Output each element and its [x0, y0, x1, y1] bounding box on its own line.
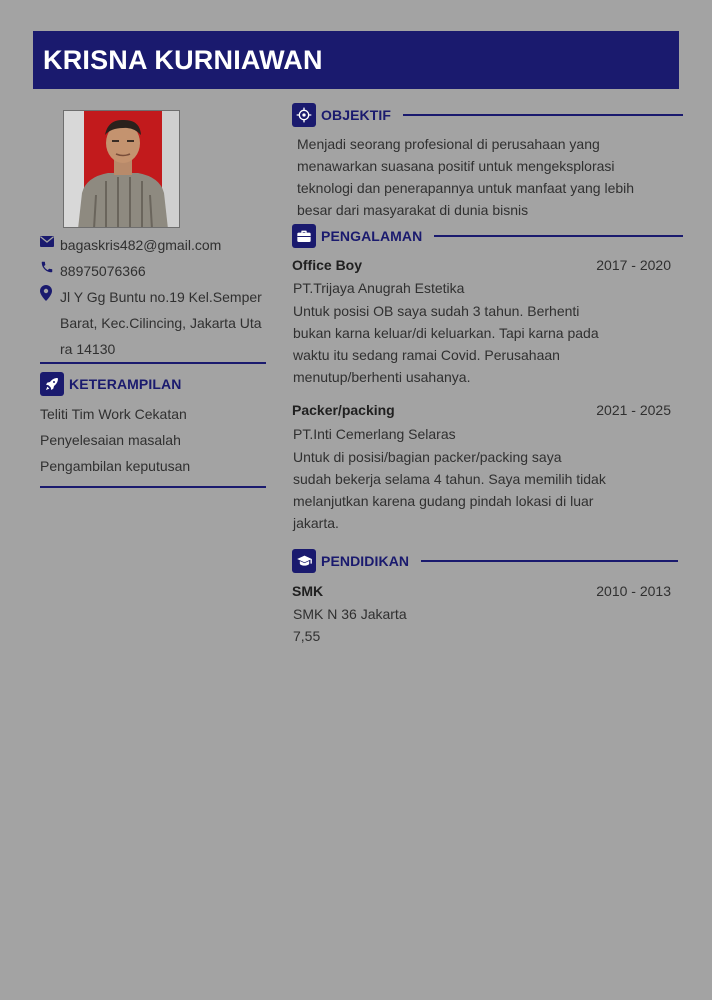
job-description	[293, 277, 599, 388]
objective-line: menawarkan suasana positif untuk mengeksplorasi	[297, 158, 615, 174]
skills-list	[40, 401, 190, 479]
job-position: Packer/packing	[292, 402, 395, 418]
section-rule	[434, 235, 683, 237]
person-name: KRISNA KURNIAWAN	[43, 44, 323, 75]
grade: 7,55	[293, 628, 321, 644]
divider	[40, 362, 266, 364]
education-title: PENDIDIKAN	[321, 553, 410, 569]
objective-heading	[292, 103, 683, 127]
skill-item: Pengambilan keputusan	[40, 458, 191, 474]
skill-item: Penyelesaian masalah	[40, 432, 181, 448]
divider	[40, 486, 266, 488]
section-rule	[403, 114, 683, 116]
address-text	[60, 284, 262, 362]
education-heading	[292, 549, 678, 573]
job-dates: 2017 - 2020	[596, 257, 671, 273]
skills-heading	[40, 372, 181, 396]
job-line: sudah bekerja selama 4 tahun. Saya memilih tidak	[293, 471, 606, 487]
contact-phone	[40, 258, 146, 284]
job-line: waktu itu sedang ramai Covid. Perusahaan	[293, 347, 560, 363]
job-line: menutup/berhenti usahanya.	[293, 369, 471, 385]
job-line: jakarta.	[293, 515, 339, 531]
objective-text	[297, 133, 634, 221]
job-description	[293, 423, 606, 534]
profile-photo-image	[64, 111, 180, 228]
objective-title: OBJEKTIF	[321, 107, 392, 123]
map-pin-icon	[40, 284, 60, 302]
section-rule	[421, 560, 678, 562]
rocket-icon	[40, 372, 64, 396]
phone-text: 88975076366	[60, 263, 146, 279]
objective-line: besar dari masyarakat di dunia bisnis	[297, 202, 529, 218]
job-line: melanjutkan karena gudang pindah lokasi di luar	[293, 493, 594, 509]
job-company: PT.Trijaya Anugrah Estetika	[293, 280, 465, 296]
experience-title: PENGALAMAN	[321, 228, 423, 244]
job-company: PT.Inti Cemerlang Selaras	[293, 426, 456, 442]
education-level: SMK	[292, 583, 324, 599]
graduation-cap-icon	[292, 549, 316, 573]
job-line: Untuk posisi OB saya sudah 3 tahun. Berhenti	[293, 303, 580, 319]
job-dates: 2021 - 2025	[596, 402, 671, 418]
contact-address	[40, 284, 262, 362]
objective-line: Menjadi seorang profesional di perusahaan yang	[297, 136, 600, 152]
address-line: ra 14130	[60, 341, 116, 357]
skill-item: Teliti Tim Work Cekatan	[40, 406, 187, 422]
job-position: Office Boy	[292, 257, 363, 273]
contact-email	[40, 232, 221, 258]
objective-line: teknologi dan penerapannya untuk manfaat yang lebih	[297, 180, 635, 196]
email-text: bagaskris482@gmail.com	[60, 237, 222, 253]
experience-heading	[292, 224, 683, 248]
envelope-icon	[40, 232, 60, 250]
address-line: Barat, Kec.Cilincing, Jakarta Uta	[60, 315, 262, 331]
education-details	[293, 603, 407, 647]
name-header	[33, 31, 679, 89]
job-line: bukan karna keluar/di keluarkan. Tapi karna pada	[293, 325, 599, 341]
skills-title: KETERAMPILAN	[69, 376, 182, 392]
address-line: Jl Y Gg Buntu no.19 Kel.Semper	[60, 289, 262, 305]
briefcase-icon	[292, 224, 316, 248]
phone-icon	[40, 258, 60, 276]
target-icon	[292, 103, 316, 127]
job-line: Untuk di posisi/bagian packer/packing saya	[293, 449, 562, 465]
education-dates: 2010 - 2013	[596, 583, 671, 599]
profile-photo	[63, 110, 180, 228]
school-name: SMK N 36 Jakarta	[293, 606, 407, 622]
